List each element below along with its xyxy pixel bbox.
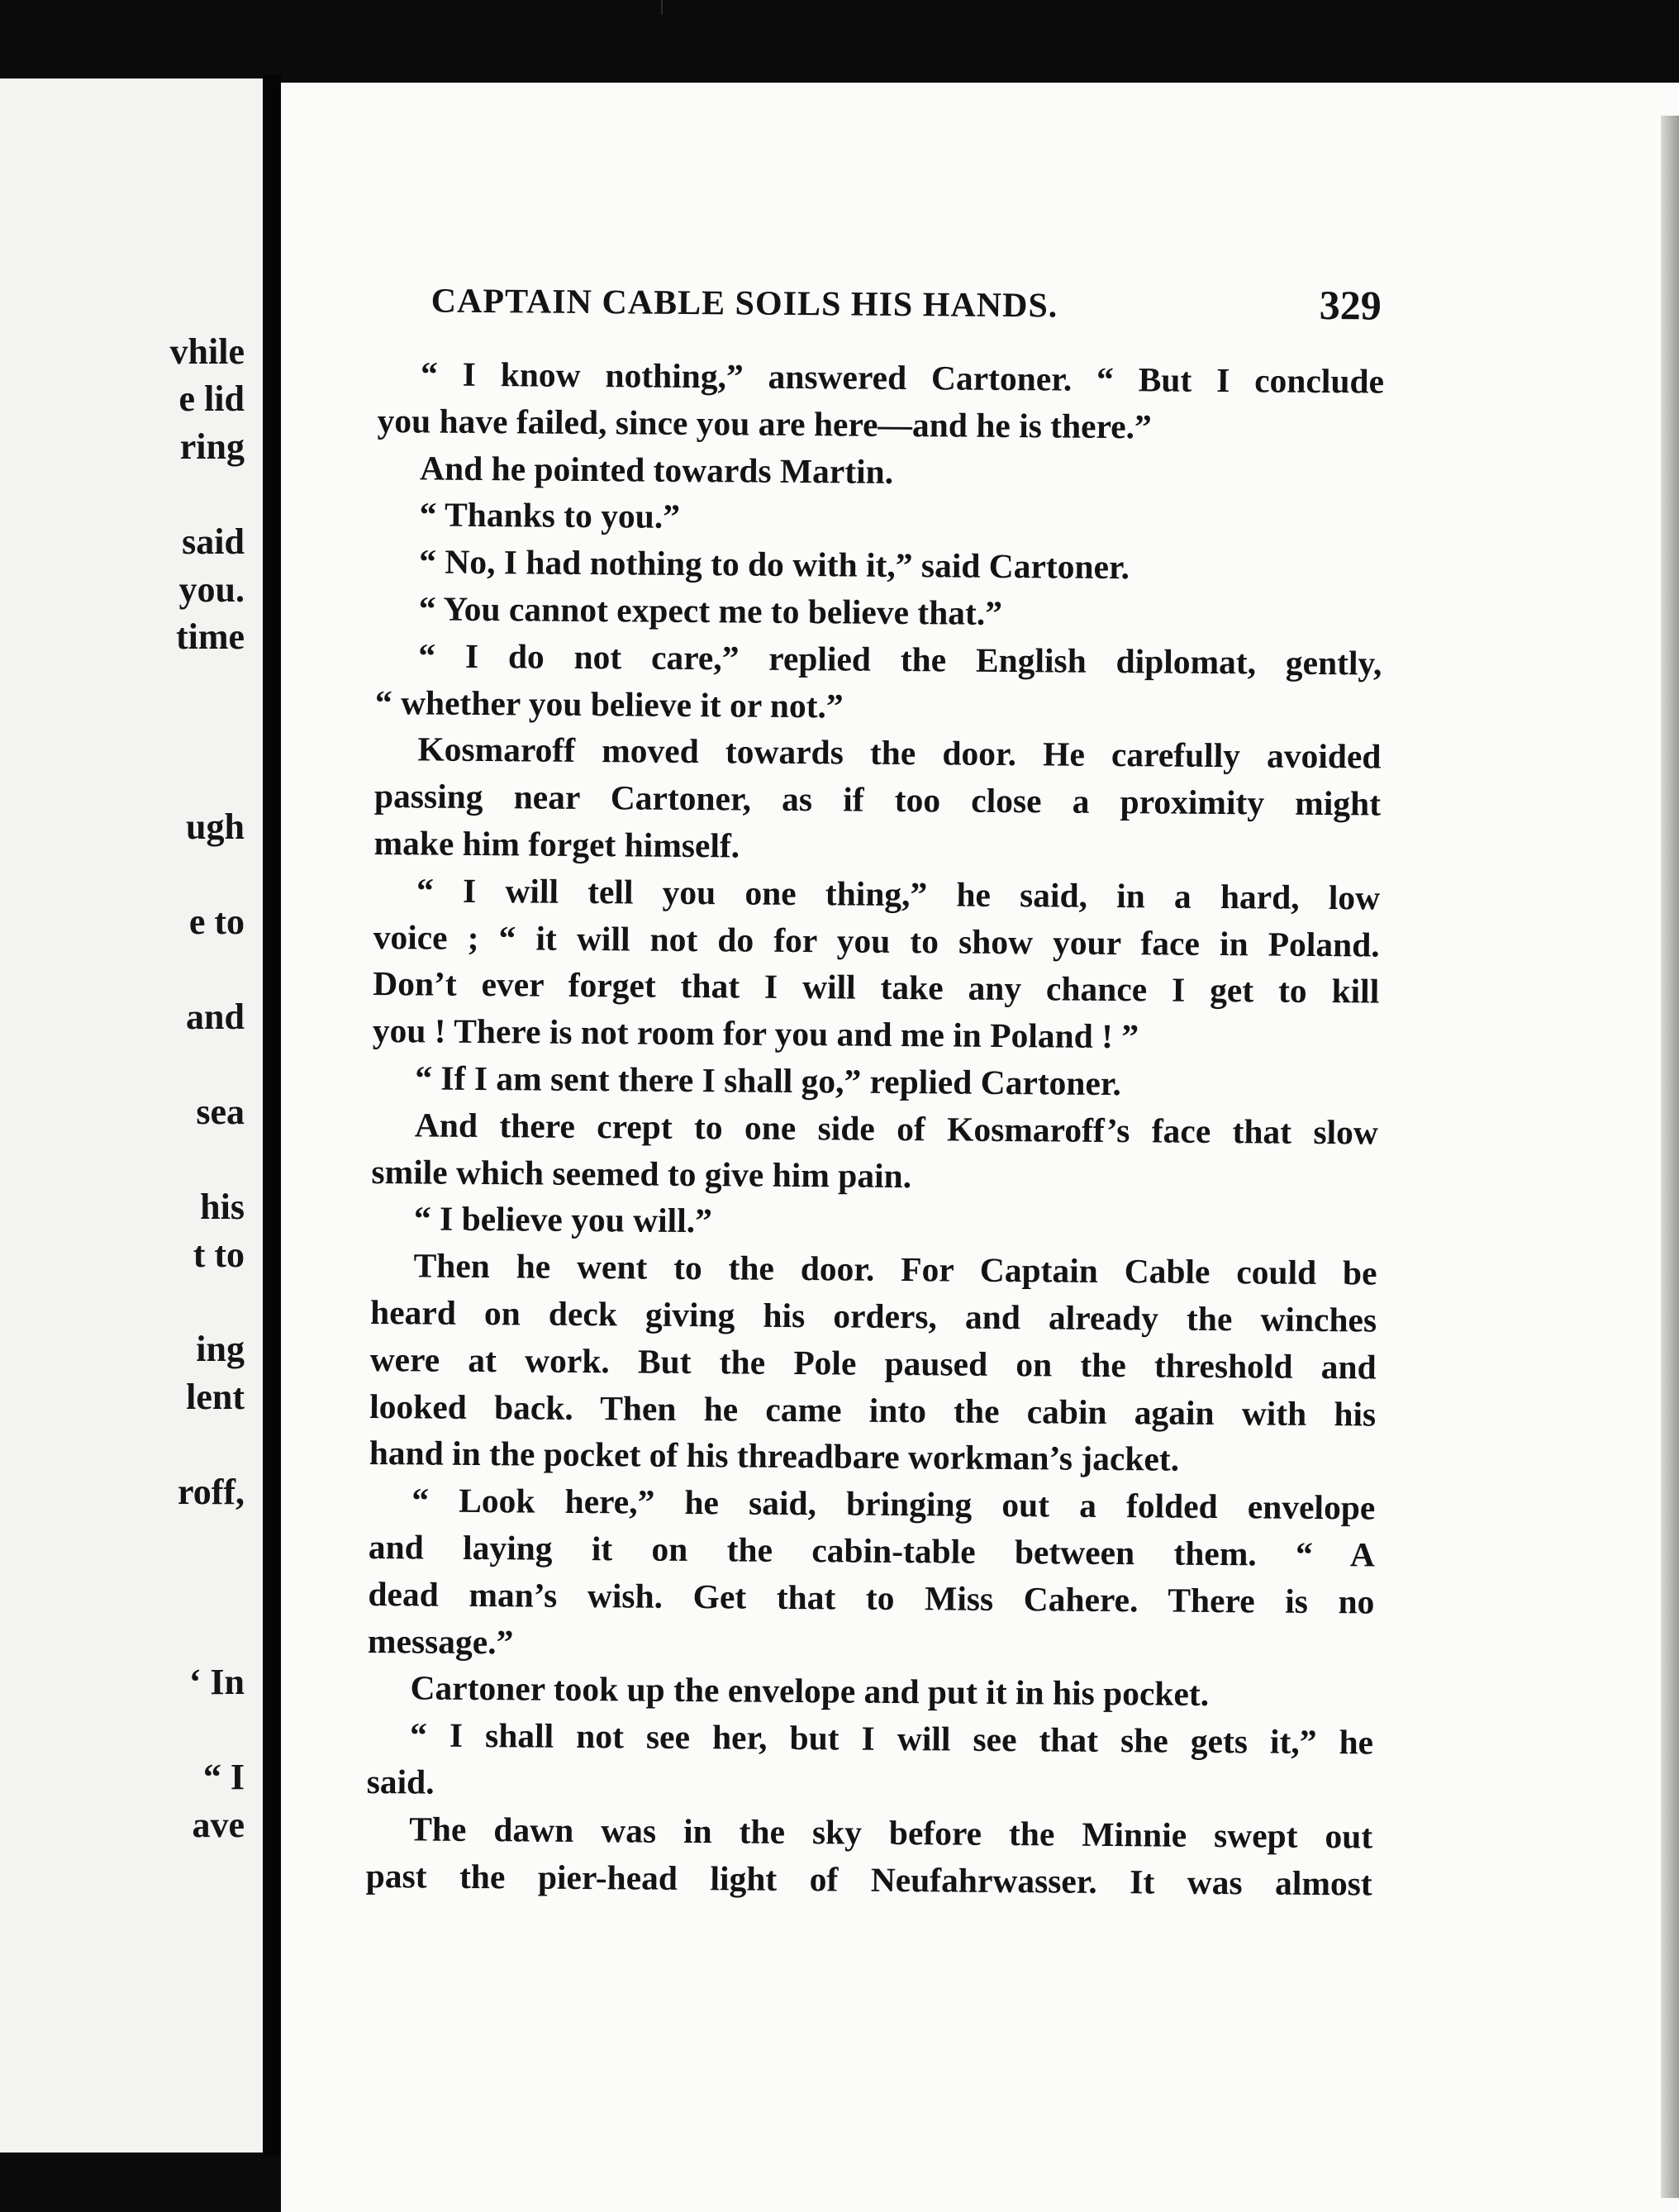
left-line-fragment: you. <box>178 569 245 610</box>
left-line-fragment: and <box>186 997 245 1037</box>
text-line: make him forget himself. <box>373 823 740 865</box>
left-line-fragment: ave <box>192 1805 245 1845</box>
text-line: heard on deck giving his orders, and already the winches <box>369 1292 1377 1339</box>
text-line: “ Thanks to you.” <box>419 495 681 536</box>
right-page <box>281 83 1679 2212</box>
text-line: message.” <box>367 1621 514 1661</box>
left-line-fragment: his <box>200 1187 245 1227</box>
text-line: looked back. Then he came into the cabin again with his <box>369 1387 1377 1434</box>
left-facing-page <box>0 78 263 2153</box>
text-line: Cartoner took up the envelope and put it in his pocket. <box>410 1668 1210 1714</box>
text-line: Kosmaroff moved towards the door. He carefully avoided <box>417 730 1382 776</box>
left-line-fragment: said <box>182 521 245 562</box>
text-line: “ You cannot expect me to believe that.” <box>418 589 1003 632</box>
left-line-fragment: lent <box>186 1377 245 1417</box>
page-header <box>378 274 1385 359</box>
left-line-fragment: ring <box>179 426 245 467</box>
left-line-fragment: ugh <box>186 806 245 847</box>
text-line: were at work. But the Pole paused on the threshold and <box>369 1339 1377 1387</box>
text-line: and laying it on the cabin-table between them. “ A <box>368 1527 1376 1574</box>
running-head: CAPTAIN CABLE SOILS HIS HANDS. <box>430 282 1058 326</box>
text-line: “ I know nothing,” answered Cartoner. “ But I conclude <box>420 354 1385 401</box>
text-line: “ I do not care,” replied the English diplomat, gently, <box>418 636 1382 683</box>
text-line: Then he went to the door. For Captain Cable could be <box>413 1246 1377 1292</box>
text-line: passing near Cartoner, as if too close a proximity might <box>373 777 1382 823</box>
text-line: you have failed, since you are here—and he is there.” <box>377 401 1152 446</box>
left-line-fragment: “ I <box>202 1757 245 1797</box>
text-line: The dawn was in the sky before the Minnie swept out <box>409 1810 1373 1856</box>
text-line: “ No, I had nothing to do with it,” said Cartoner. <box>419 542 1130 587</box>
text-line: “ I will tell you one thing,” he said, in a hard, low <box>416 871 1381 917</box>
text-line: Don’t ever forget that I will take any chance I get to kill <box>373 964 1380 1011</box>
page-number: 329 <box>1319 281 1382 329</box>
text-line: “ Look here,” he said, bringing out a folded envelope <box>411 1481 1376 1527</box>
left-line-fragment: sea <box>196 1092 245 1132</box>
text-line: you ! There is not room for you and me in Poland ! ” <box>372 1011 1139 1056</box>
left-line-fragment: t to <box>193 1234 245 1275</box>
text-line: smile which seemed to give him pain. <box>371 1152 912 1195</box>
text-line: And there crept to one side of Kosmaroff’s face that slow <box>414 1106 1379 1152</box>
left-line-fragment: roff, <box>177 1472 245 1512</box>
left-line-fragment: ing <box>196 1329 245 1369</box>
book-gutter <box>263 74 281 2157</box>
page-text-block <box>366 274 1385 1907</box>
left-line-fragment: e to <box>188 901 245 942</box>
text-line: And he pointed towards Martin. <box>419 448 894 491</box>
text-line: past the pier-head light of Neufahrwasser. It was almost <box>365 1856 1372 1903</box>
left-page-text-fragments <box>0 78 263 2153</box>
text-line: dead man’s wish. Get that to Miss Cahere. There is no <box>368 1574 1375 1621</box>
left-line-fragment: ‘ In <box>188 1662 245 1702</box>
text-line: “ whether you believe it or not.” <box>374 683 844 725</box>
text-line: “ I believe you will.” <box>413 1199 713 1240</box>
text-line: “ If I am sent there I shall go,” replied Cartoner. <box>415 1058 1122 1103</box>
text-line: said. <box>366 1762 435 1801</box>
page-edge-shadow <box>1661 116 1679 2198</box>
left-line-fragment: vhile <box>169 331 245 372</box>
scan-artifact <box>659 0 663 15</box>
text-line: hand in the pocket of his threadbare workman’s jacket. <box>369 1434 1180 1478</box>
left-line-fragment: e lid <box>178 378 245 419</box>
left-line-fragment: time <box>175 616 245 657</box>
text-line: voice ; “ it will not do for you to show your face in Poland. <box>373 917 1380 964</box>
text-line: “ I shall not see her, but I will see that she gets it,” he <box>409 1715 1374 1762</box>
